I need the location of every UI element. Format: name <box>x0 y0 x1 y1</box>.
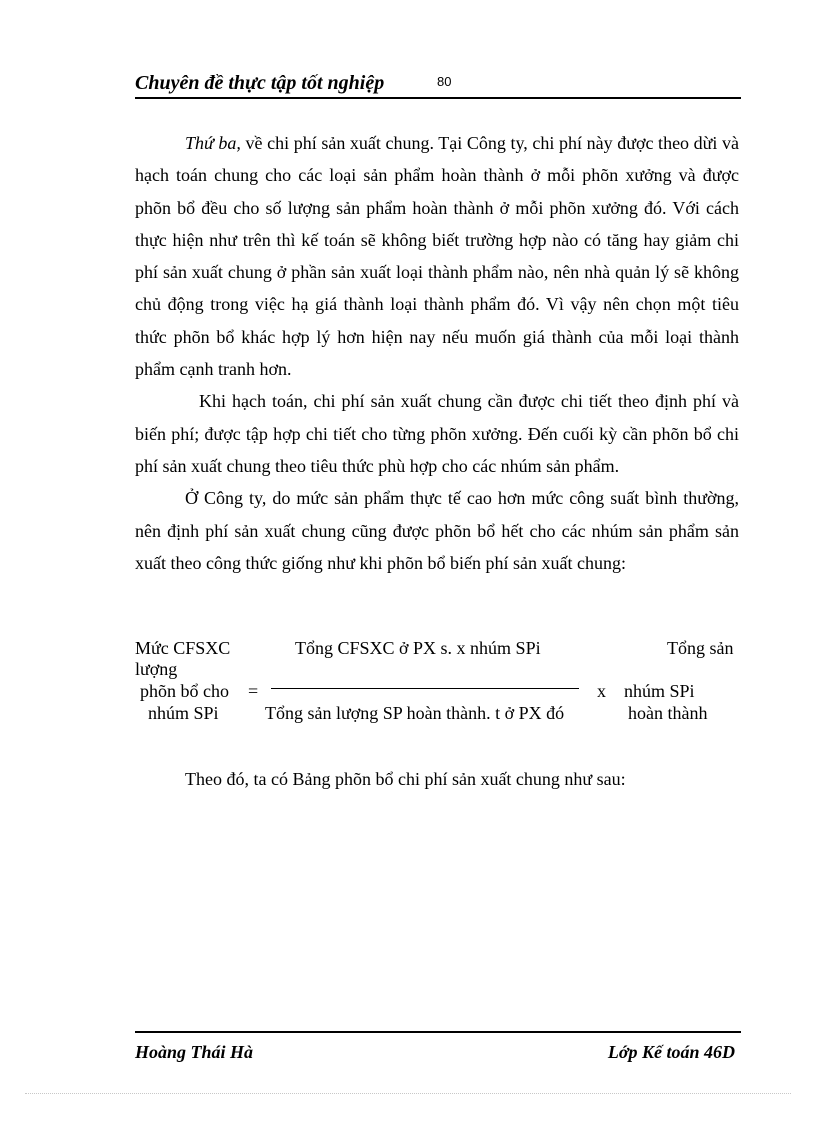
closing-sentence: Theo đó, ta có Bảng phõn bổ chi phí sản xuất chung như sau: <box>185 769 626 789</box>
formula-equals: = <box>248 681 259 701</box>
paragraph-1 <box>135 127 739 385</box>
formula-times: x <box>597 681 606 701</box>
header-title: Chuyên đề thực tập tốt nghiệp <box>135 72 385 94</box>
header-rule <box>135 97 741 99</box>
formula-lhs-line4: nhúm SPi <box>148 703 219 723</box>
body-text <box>135 127 739 579</box>
formula-numerator: Tổng CFSXC ở PX s. x nhúm SPi <box>295 638 541 658</box>
formula-rhs-line3: hoàn thành <box>628 703 708 723</box>
formula-lhs-line3: phõn bổ cho <box>140 681 229 701</box>
footer-class: Lớp Kế toán 46D <box>607 1042 735 1062</box>
page-number: 80 <box>437 74 452 89</box>
paragraph-1-lead: Thứ ba, <box>185 133 241 153</box>
footer-author: Hoàng Thái Hà <box>135 1042 254 1062</box>
fraction-bar <box>271 688 579 689</box>
formula-denominator: Tổng sản lượng SP hoàn thành. t ở PX đó <box>265 703 565 723</box>
formula-rhs-line1: Tổng sản <box>667 638 734 658</box>
footer-rule <box>135 1031 741 1033</box>
paragraph-2: Khi hạch toán, chi phí sản xuất chung cần được chi tiết theo định phí và biến phí; được tập hợp chi tiết cho từng phõn xưởng. Đến cuối kỳ cần phõn bổ chi phí sản xuất chung theo tiêu thức phù hợp cho các nhúm sản phẩm. <box>135 391 739 476</box>
formula-rhs-line2: nhúm SPi <box>624 681 695 701</box>
page-edge-dots <box>25 1093 791 1094</box>
paragraph-3: Ở Công ty, do mức sản phẩm thực tế cao hơn mức công suất bình thường, nên định phí sản xuất chung cũng được phõn bổ hết cho các nhúm sản phẩm sản xuất theo công thức giống như khi phõn bổ biến phí sản xuất chung: <box>135 488 739 573</box>
formula-lhs-line1: Mức CFSXC <box>135 638 231 658</box>
formula-lhs-line2: lượng <box>135 659 178 679</box>
paragraph-1-text: về chi phí sản xuất chung. Tại Công ty, chi phí này được theo dừi và hạch toán chung cho các loại sản phẩm hoàn thành ở mỗi phõn xưởng và được phõn bổ đều cho số lượng sản phẩm hoàn thành ở mỗi phõn xưởng đó. Với cách thực hiện như trên thì kế toán sẽ không biết trường hợp nào có tăng hay giảm chi phí sản xuất chung ở phần sản xuất loại thành phẩm nào, nên nhà quản lý sẽ không chủ động trong việc hạ giá thành loại thành phẩm đó. Vì vậy nên chọn một tiêu thức phõn bổ khác hợp lý hơn hiện nay nếu muốn giá thành của mỗi loại thành phẩm cạnh tranh hơn. <box>135 133 740 380</box>
